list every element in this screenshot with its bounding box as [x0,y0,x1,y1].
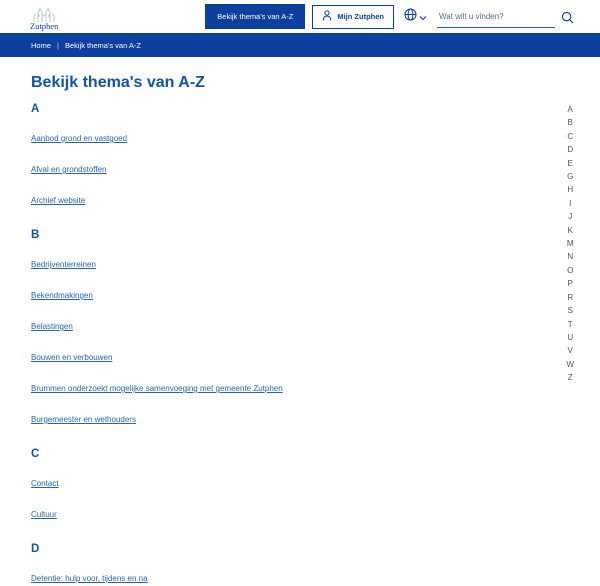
alphabet-letter-N[interactable]: N [567,252,574,262]
theme-link[interactable]: Contact [31,479,59,488]
alphabet-letter-W[interactable]: W [566,359,574,369]
alphabet-letter-G[interactable]: G [567,172,574,182]
alphabet-letter-K[interactable]: K [567,225,573,235]
themes-a-z-button[interactable]: Bekijk thema's van A-Z [205,4,305,29]
section-letter-C: C [31,448,40,460]
alphabet-letter-O[interactable]: O [567,265,574,275]
alphabet-index [566,103,574,385]
theme-link[interactable]: Brummen onderzoekt mogelijke samenvoeging met gemeente Zutphen [31,384,283,393]
page-title: Bekijk thema's van A-Z [31,74,205,91]
theme-link[interactable]: Bekendmakingen [31,291,93,300]
site-header [0,0,600,33]
alphabet-letter-S[interactable]: S [567,306,573,316]
search-field-wrap [437,6,555,28]
section-letter-B: B [31,229,40,241]
alphabet-letter-V[interactable]: V [567,346,573,356]
theme-link-row [31,504,540,522]
breadcrumb-home-link[interactable]: Home [31,40,52,50]
alphabet-letter-U[interactable]: U [567,332,574,342]
alphabet-letter-R[interactable]: R [567,292,574,302]
alphabet-letter-E[interactable]: E [567,158,573,168]
theme-link[interactable]: Cultuur [31,510,57,519]
theme-link[interactable]: Belastingen [31,322,73,331]
search-icon [561,11,574,27]
theme-link[interactable]: Archief website [31,196,86,205]
alphabet-letter-Z[interactable]: Z [567,373,573,383]
my-zutphen-label: Mijn Zutphen [337,12,384,21]
theme-link-row [31,378,540,396]
search-input[interactable] [437,12,555,21]
main-content [0,57,600,586]
theme-link[interactable]: Aanbod grond en vastgoed [31,134,128,143]
alphabet-letter-A[interactable]: A [567,105,573,114]
theme-link-row [31,159,540,177]
theme-link-row [31,473,540,491]
theme-link[interactable]: Afval en grondstoffen [31,165,107,174]
alphabet-letter-D[interactable]: D [567,145,574,155]
section-letter-A: A [31,103,40,115]
alphabet-letter-C[interactable]: C [567,131,574,141]
site-logo[interactable] [30,7,58,31]
alphabet-letter-P[interactable]: P [567,279,573,289]
theme-link-row [31,285,540,303]
theme-link[interactable]: Detentie: hulp voor, tijdens en na [31,574,148,583]
language-selector[interactable] [404,8,427,26]
alphabet-letter-T[interactable]: T [567,319,573,329]
header-actions [205,4,574,29]
alphabet-letter-B[interactable]: B [567,118,573,128]
logo-text: Zutphen [30,21,59,31]
chevron-down-icon [419,8,427,26]
alphabet-letter-J[interactable]: J [568,212,573,222]
breadcrumb [0,33,600,57]
theme-link[interactable]: Burgemeester en wethouders [31,415,136,424]
theme-link-row [31,254,540,272]
theme-link-row [31,316,540,334]
alphabet-letter-H[interactable]: H [567,185,574,195]
breadcrumb-separator: | [57,40,59,50]
themes-list [31,103,540,586]
theme-link-row [31,568,540,586]
my-zutphen-button[interactable] [312,5,394,29]
site-search [437,6,574,28]
globe-icon [404,8,417,26]
breadcrumb-current-page: Bekijk thema's van A-Z [64,40,142,50]
search-button[interactable] [561,11,574,27]
theme-link-row [31,409,540,427]
theme-link-row [31,347,540,365]
alphabet-letter-M[interactable]: M [566,239,574,249]
person-icon [322,10,332,23]
theme-link-row [31,128,540,146]
zutphen-towers-icon [30,7,58,22]
alphabet-letter-I[interactable]: I [569,198,572,208]
theme-link[interactable]: Bouwen en verbouwen [31,353,113,362]
theme-link-row [31,190,540,208]
theme-link[interactable]: Bedrijventerreinen [31,260,96,269]
section-letter-D: D [31,543,40,555]
